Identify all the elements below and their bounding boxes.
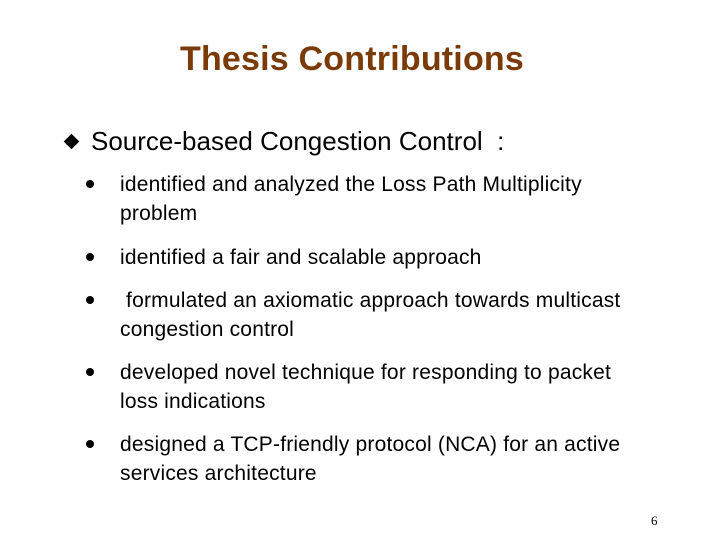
bullet-dot-icon [86, 368, 94, 376]
bullet-dot-icon [86, 180, 94, 188]
list-item-text: designed a TCP-friendly protocol (NCA) for an active services architecture [120, 433, 621, 485]
slide-title: Thesis Contributions [180, 40, 524, 78]
list-item-text: formulated an axiomatic approach towards multicast congestion control [120, 289, 627, 341]
bullet-dot-icon [86, 253, 94, 261]
bullet-dot-icon [86, 440, 94, 448]
section-heading-label: Source-based Congestion Control : [91, 125, 505, 156]
bullet-dot-icon [86, 296, 94, 304]
list-item [86, 286, 646, 344]
list-item-text: developed novel technique for responding to packet loss indications [120, 361, 612, 413]
list-item-text: identified and analyzed the Loss Path Multiplicity problem [120, 173, 582, 225]
list-item [86, 358, 646, 416]
list-item-text: identified a fair and scalable approach [120, 246, 482, 269]
list-item [86, 170, 646, 228]
list-item [86, 243, 646, 272]
list-item [86, 430, 646, 488]
page-number: 6 [651, 513, 658, 528]
